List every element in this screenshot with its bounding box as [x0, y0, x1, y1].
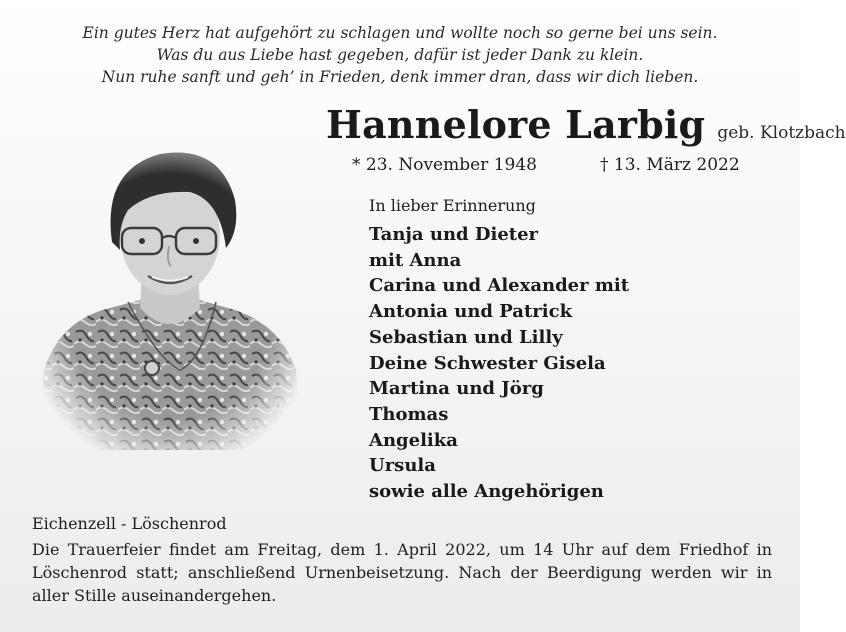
mourner-name: Carina und Alexander mit: [369, 275, 630, 297]
verse-line-3: Nun ruhe sanft und geh’ in Frieden, denk immer dran, dass wir dich lieben.: [101, 68, 699, 86]
verse-line-2: Was du aus Liebe hast gegeben, dafür ist jeder Dank zu klein.: [156, 46, 644, 64]
mourner-name: Deine Schwester Gisela: [369, 352, 606, 374]
maiden-name: geb. Klotzbach: [717, 123, 846, 143]
mourner-name: Tanja und Dieter: [369, 224, 539, 245]
portrait-photo: [30, 130, 310, 450]
memory-intro: In lieber Erinnerung: [369, 196, 536, 215]
mourner-name: mit Anna: [369, 249, 462, 271]
mourner-name: Martina und Jörg: [369, 378, 544, 400]
mourner-name: Antonia und Patrick: [369, 301, 573, 323]
mourner-name: Ursula: [369, 455, 436, 477]
birth-date: * 23. November 1948: [352, 155, 537, 175]
funeral-notice: Die Trauerfeier findet am Freitag, dem 1. April 2022, um 14 Uhr auf dem Friedhof in Löschenrod statt; anschließend Urnenbeisetzung. Nach der Beerdigung werden wir in aller Stille auseinandergehen.: [32, 540, 772, 605]
mourners-list: [369, 222, 629, 505]
mourner-name: sowie alle Angehörigen: [369, 481, 604, 503]
mourner-name: Angelika: [369, 429, 458, 451]
death-date: † 13. März 2022: [600, 155, 740, 175]
mourner-name: Thomas: [369, 403, 449, 425]
mourner-name: Sebastian und Lilly: [369, 326, 563, 348]
memorial-verse: [0, 22, 800, 88]
deceased-name-line: [326, 102, 846, 147]
verse-line-1: Ein gutes Herz hat aufgehört zu schlagen und wollte noch so gerne bei uns sein.: [82, 24, 718, 42]
location: Eichenzell - Löschenrod: [32, 514, 227, 533]
deceased-name: Hannelore Larbig: [326, 102, 706, 147]
